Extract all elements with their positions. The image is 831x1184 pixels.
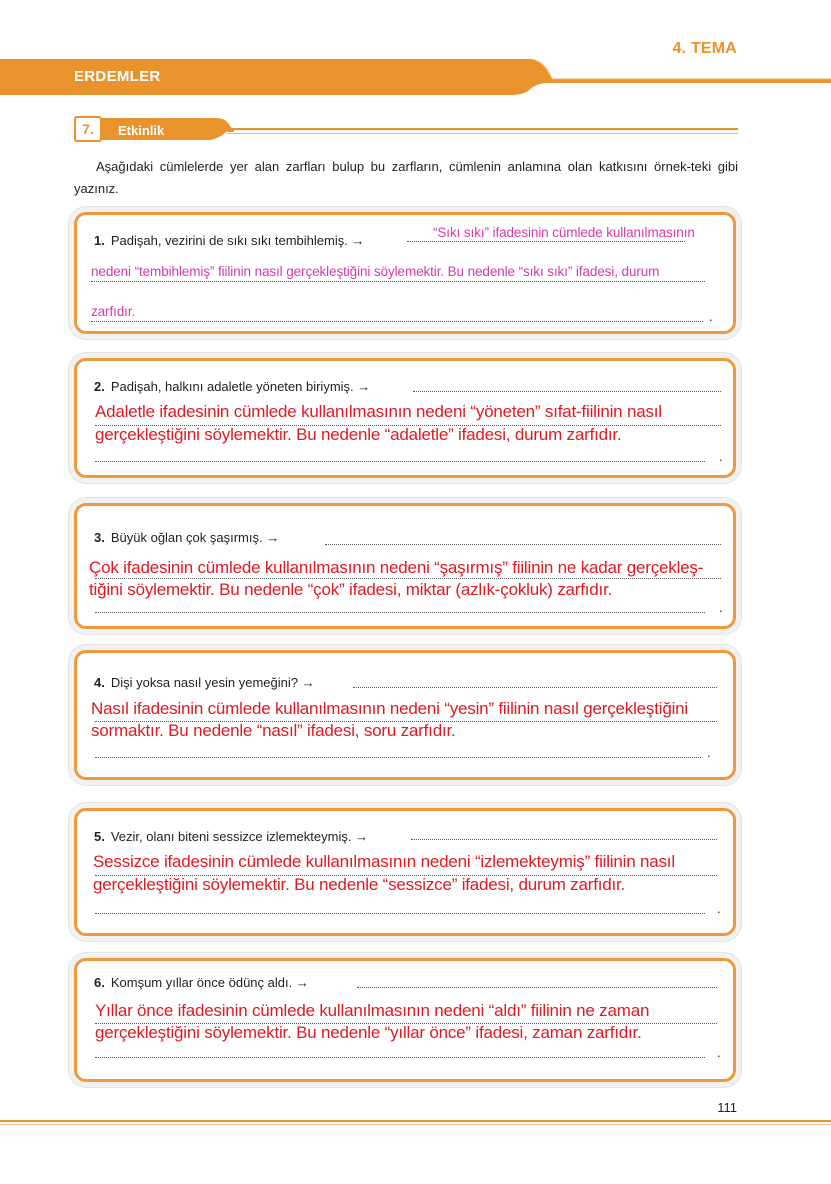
answer-line	[95, 757, 701, 758]
answer-line-1: Adaletle ifadesinin cümlede kullanılmasının nedeni “yöneten” sıfat-fiilinin nasıl	[95, 402, 662, 421]
arrow-icon: →	[301, 675, 315, 690]
answer-line	[95, 1057, 705, 1058]
question-card-3	[74, 503, 736, 629]
answer-line-1: Yıllar önce ifadesinin cümlede kullanılmasının nedeni “aldı” fiilinin ne zaman	[95, 1001, 650, 1020]
question-number: 5.	[94, 829, 105, 844]
answer-line	[413, 391, 721, 392]
arrow-icon: →	[357, 379, 371, 394]
question-card-5	[74, 808, 736, 936]
answer-line	[95, 461, 705, 462]
question-text: Büyük oğlan çok şaşırmış.	[110, 530, 263, 545]
end-mark: .	[717, 901, 721, 916]
answer-line-1: Çok ifadesinin cümlede kullanılmasının nedeni “şaşırmış” fiilinin ne kadar gerçekleş-	[89, 558, 704, 577]
answer-line-1: Sessizce ifadesinin cümlede kullanılmasının nedeni “izlemekteymiş” fiilinin nasıl	[93, 852, 675, 871]
question-number: 6.	[94, 975, 105, 990]
footer-rule-thin	[0, 1124, 831, 1125]
question-number: 1.	[94, 233, 105, 248]
answer-line	[91, 281, 705, 282]
top-rule	[0, 0, 831, 6]
answer-line	[95, 578, 721, 579]
activity-rule-thin	[226, 133, 738, 134]
end-mark: .	[719, 600, 723, 615]
question-number: 3.	[94, 530, 105, 545]
answer-line-1: Nasıl ifadesinin cümlede kullanılmasının nedeni “yesin” fiilinin nasıl gerçekleştiğini	[91, 699, 688, 718]
activity-number: 7.	[74, 116, 102, 142]
answer-line-2: tiğini söylemektir. Bu nedenle “çok” ifadesi, miktar (azlık-çokluk) zarfıdır.	[89, 580, 613, 599]
answer-line	[325, 544, 721, 545]
question-3	[94, 530, 279, 545]
question-card-2	[74, 358, 736, 478]
end-mark: .	[709, 309, 713, 324]
answer-line	[357, 987, 717, 988]
question-1	[94, 233, 364, 248]
answer-line	[407, 241, 685, 242]
question-number: 2.	[94, 379, 105, 394]
question-card-1	[74, 212, 736, 334]
arrow-icon: →	[266, 530, 280, 545]
question-text: Padişah, vezirini de sıkı sıkı tembihlemiş.	[110, 233, 348, 248]
answer-line-2: gerçekleştiğini söylemektir. Bu nedenle “sessizce” ifadesi, durum zarfıdır.	[93, 875, 626, 894]
answer-line	[95, 612, 705, 613]
answer-line-2: gerçekleştiğini söylemektir. Bu nedenle “yıllar önce” ifadesi, zaman zarfıdır.	[95, 1023, 642, 1042]
end-mark: .	[707, 745, 711, 760]
question-2	[94, 379, 370, 394]
instruction-text: Aşağıdaki cümlelerde yer alan zarfları bulup bu zarfların, cümlenin anlamına olan katkısını örnek-teki gibi yazınız.	[74, 159, 738, 196]
question-text: Dişi yoksa nasıl yesin yemeğini?	[110, 675, 298, 690]
question-text: Vezir, olanı biteni sessizce izlemekteymiş.	[110, 829, 352, 844]
answer-line-2: gerçekleştiğini söylemektir. Bu nedenle “adaletle” ifadesi, durum zarfıdır.	[95, 425, 622, 444]
activity-label: Etkinlik	[118, 123, 165, 138]
answer-line	[91, 321, 703, 322]
end-mark: .	[719, 449, 723, 464]
activity-rule	[226, 128, 738, 130]
question-5	[94, 829, 368, 844]
question-number: 4.	[94, 675, 105, 690]
end-mark: .	[717, 1045, 721, 1060]
question-text: Padişah, halkını adaletle yöneten biriymiş.	[110, 379, 354, 394]
question-card-4	[74, 650, 736, 780]
question-text: Komşum yıllar önce ödünç aldı.	[110, 975, 293, 990]
answer-line-2: nedeni “tembihlemiş” fiilinin nasıl gerçekleştiğini söylemektir. Bu nedenle “sıkı sıkı” ifadesi, durum	[91, 264, 660, 279]
answer-line-2: sormaktır. Bu nedenle “nasıl” ifadesi, soru zarfıdır.	[91, 721, 456, 740]
page-number: 111	[717, 1100, 737, 1115]
footer-rule	[0, 1120, 831, 1122]
arrow-icon: →	[351, 233, 365, 248]
question-6	[94, 975, 309, 990]
answer-line	[95, 913, 705, 914]
answer-line-3: zarfıdır.	[91, 304, 136, 319]
question-4	[94, 675, 315, 690]
unit-label: 4. TEMA	[672, 40, 737, 57]
answer-line	[353, 687, 717, 688]
question-card-6	[74, 958, 736, 1082]
arrow-icon: →	[295, 975, 309, 990]
answer-line-1: “Sıkı sıkı” ifadesinin cümlede kullanılmasının	[433, 225, 695, 240]
page-title: ERDEMLER	[74, 68, 161, 85]
answer-line	[411, 839, 717, 840]
arrow-icon: →	[355, 829, 369, 844]
